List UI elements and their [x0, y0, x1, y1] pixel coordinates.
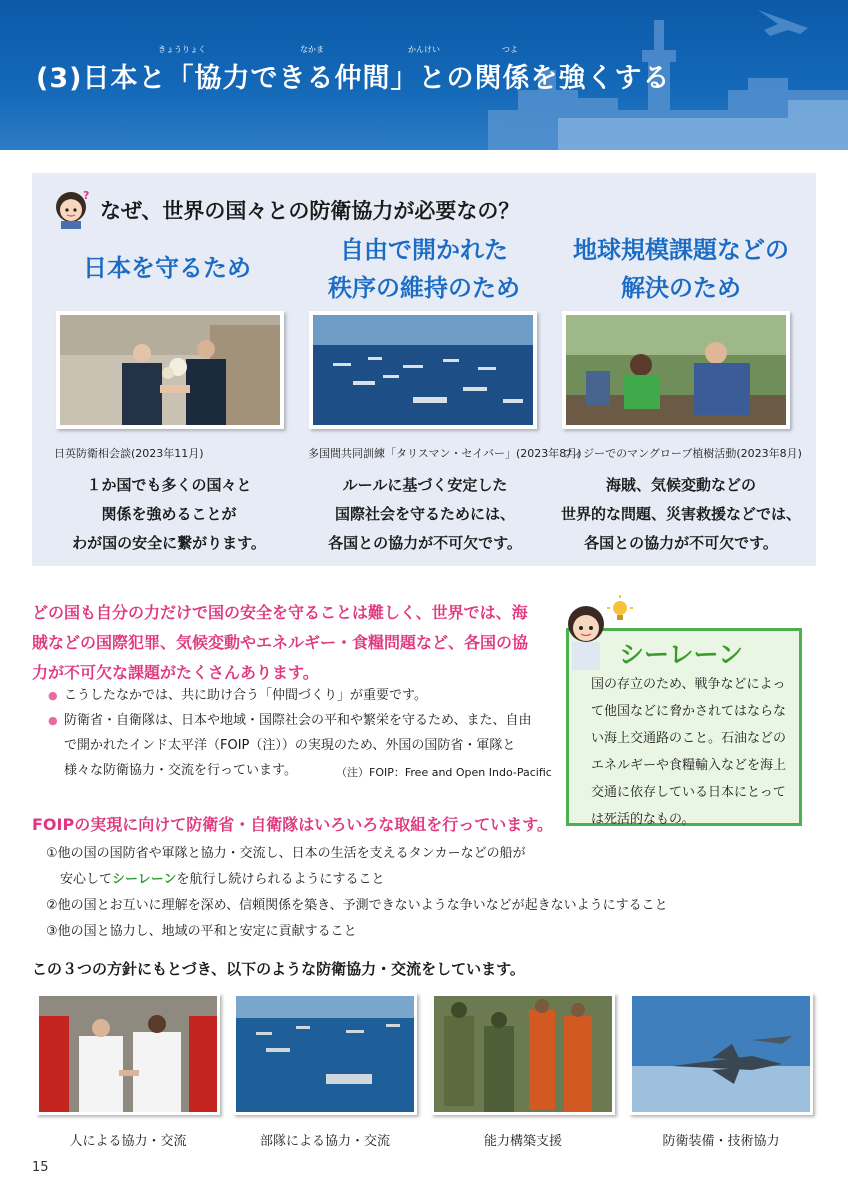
col1-body: １か国でも多くの国々と 関係を強めることが わが国の安全に繋がります。: [72, 476, 266, 552]
col1-caption: 日英防衛相会談(2023年11月): [54, 447, 204, 460]
summary-text: この３つの方針にもとづき、以下のような防衛協力・交流をしています。: [32, 960, 525, 978]
svg-text:?: ?: [83, 189, 90, 202]
foip-title: FOIPの実現に向けて防衛省・自衛隊はいろいろな取組を行っています。: [32, 815, 553, 834]
sealane-heading: シーレーン: [619, 640, 744, 669]
bullet-item: ● こうしたなかでは、共に助け合う「仲間づくり」が重要です。: [50, 683, 540, 708]
col3-heading: 地球規模課題などの 解決のため: [573, 236, 789, 302]
photo-unit-exchange: [233, 993, 417, 1115]
photo-defense-ministers-meeting: [56, 311, 284, 429]
why-panel: [32, 173, 816, 566]
intro-text: どの国も自分の力だけで国の安全を守ることは難しく、世界では、海賊などの国際犯罪、気候変動やエネルギー・食糧問題など、各国の協力が不可欠な課題がたくさんあります。: [32, 603, 529, 682]
why-title: なぜ、世界の国々との防衛協力が必要なの？: [100, 199, 520, 223]
col2-body: ルールに基づく安定した 国際社会を守るためには、 各国との協力が不可欠です。: [328, 476, 522, 552]
policy-2: ②他の国とお互いに理解を深め、信頼関係を築き、予測できないような争いなどが起きないようにすること: [46, 898, 668, 913]
photo-mangrove-planting: [562, 311, 790, 429]
policy-3: ③他の国と協力し、地域の平和と安定に貢献すること: [46, 924, 357, 939]
col3-body: 海賊、気候変動などの 世界的な問題、災害救援などでは、 各国との協力が不可欠です。: [560, 476, 801, 552]
caption-personnel-exchange: 人による協力・交流: [69, 1134, 187, 1149]
sealane-text: 国の存立のため、戦争などによって他国などに脅かされてはならない海上交通路のこと。石油などのエネルギーや食糧輸入などを海上交通に依存している日本にとっては死活的なもの。: [591, 677, 787, 827]
photo-capacity-building: [431, 993, 615, 1115]
girl-question-icon: [52, 187, 92, 229]
col1-heading: 日本を守るため: [83, 254, 251, 282]
guide-character-icon: [556, 592, 636, 672]
caption-equipment-cooperation: 防衛装備・技術協力: [662, 1134, 780, 1149]
page-header: [0, 0, 848, 150]
page-title: (3)日本と「協力できる仲間」との関係を強くする きょうりょく なかま かんけい つよ: [36, 45, 671, 94]
bullet-item: ● 防衛省・自衛隊は、日本や地域・国際社会の平和や繁栄を守るため、また、自由で開かれたインド太平洋（FOIP（注））の実現のため、外国の国防省・軍隊と様々な防衛協力・交流を行っています。: [50, 708, 540, 783]
page-number: 15: [32, 1160, 49, 1175]
caption-unit-exchange: 部隊による協力・交流: [259, 1134, 390, 1149]
col2-heading: 自由で開かれた 秩序の維持のため: [328, 236, 520, 302]
col2-caption: 多国間共同訓練「タリスマン・セイバー」(2023年8月): [308, 447, 582, 460]
policy-1-cont: 安心してシーレーンを航行し続けられるようにすること: [60, 872, 385, 887]
photo-equipment-cooperation: [629, 993, 813, 1115]
photo-talisman-sabre: [309, 311, 537, 429]
photo-personnel-exchange: [36, 993, 220, 1115]
caption-capacity-building: 能力構築支援: [483, 1134, 562, 1149]
policy-1: ①他の国の国防省や軍隊と協力・交流し、日本の生活を支えるタンカーなどの船が: [46, 846, 526, 861]
col3-caption: フィジーでのマングローブ植樹活動(2023年8月): [562, 447, 802, 460]
foip-footnote: （注）FOIP：Free and Open Indo-Pacific: [336, 766, 552, 779]
